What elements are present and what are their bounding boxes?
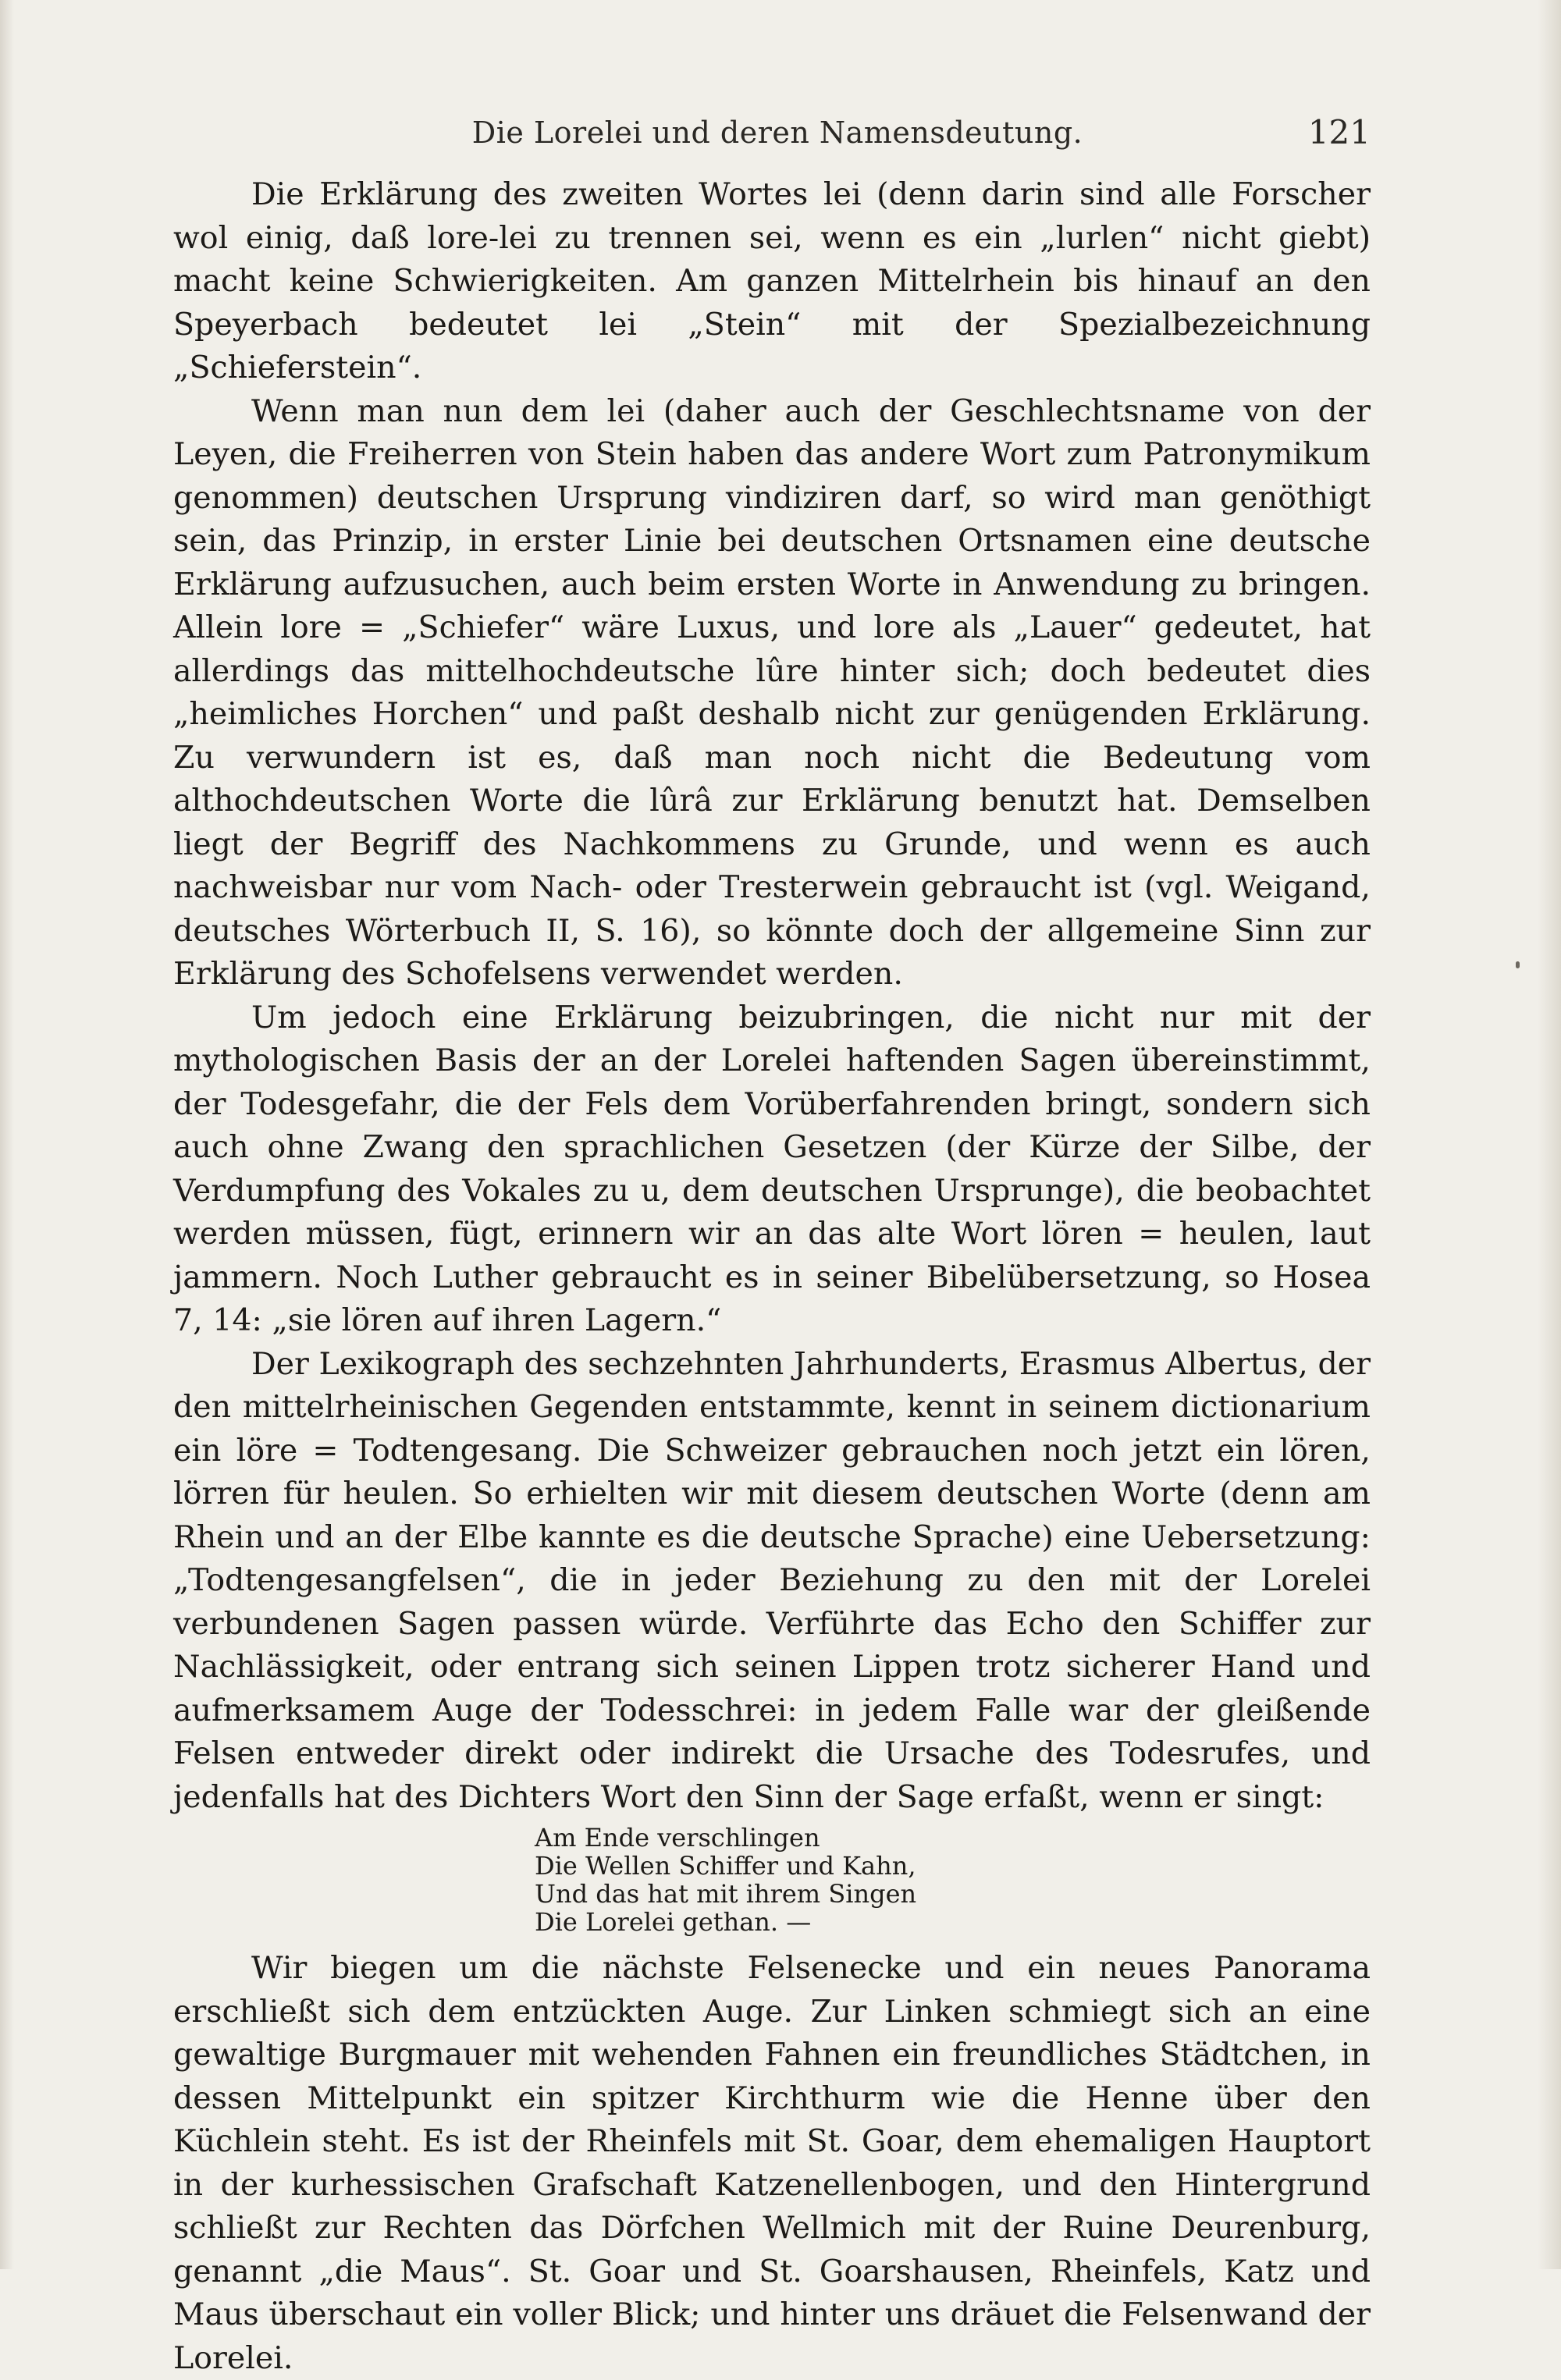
body-text <box>173 173 1371 2380</box>
paragraph-5: Wir biegen um die nächste Felsenecke und ein neues Panorama erschließt sich dem entzückten Auge. Zur Linken schmiegt sich an eine gewaltige Burgmauer mit wehenden Fahnen ein freundliches Städtchen, in dessen Mittelpunkt ein spitzer Kirchthurm wie die Henne über den Küchlein steht. Es ist der Rheinfels mit St. Goar, dem ehemaligen Hauptort in der kurhessischen Grafschaft Katzenellenbogen, und den Hintergrund schließt zur Rechten das Dörfchen Wellmich mit der Ruine Deurenburg, genannt „die Maus“. St. Goar und St. Goarshausen, Rheinfels, Katz und Maus überschaut ein voller Blick; und hinter uns dräuet die Felsenwand der Lorelei. <box>173 1950 1371 2376</box>
paragraph-3: Um jedoch eine Erklärung beizubringen, die nicht nur mit der mythologischen Basis der an der Lorelei haftenden Sagen übereinstimmt, der Todesgefahr, die der Fels dem Vorüberfahrenden bringt, sondern sich auch ohne Zwang den sprachlichen Gesetzen (der Kürze der Silbe, der Verdumpfung des Vokales zu u, dem deutschen Ursprunge), die beobachtet werden müssen, fügt, erinnern wir an das alte Wort lören = heulen, laut jammern. Noch Luther gebraucht es in seiner Bibelübersetzung, so Hosea 7, 14: „sie lören auf ihren Lagern.“ <box>173 999 1371 1338</box>
running-title: Die Lorelei und deren Namensdeutung. <box>471 115 1083 150</box>
page-shadow-right <box>1538 0 1561 2269</box>
running-head <box>184 109 1371 156</box>
paragraph-4: Der Lexikograph des sechzehnten Jahrhunderts, Erasmus Albertus, der den mittelrheinischen Gegenden entstammte, kennt in seinem dictionarium ein löre = Todtengesang. Die Schweizer gebrauchen noch jetzt ein lören, lörren für heulen. So erhielten wir mit diesem deutschen Worte (denn am Rhein und an der Elbe kannte es die deutsche Sprache) eine Uebersetzung: „Todtengesangfelsen“, die in jeder Beziehung zu den mit der Lorelei verbundenen Sagen passen würde. Verführte das Echo den Schiffer zur Nachlässigkeit, oder entrang sich seinen Lippen trotz sicherer Hand und aufmerksamem Auge der Todesschrei: in jedem Falle war der gleißende Felsen entweder direkt oder indirekt die Ursache des Todesrufes, und jedenfalls hat des Dichters Wort den Sinn der Sage erfaßt, wenn er singt: <box>173 1345 1371 1815</box>
paragraph-1: Die Erklärung des zweiten Wortes lei (denn darin sind alle Forscher wol einig, daß lore-lei zu trennen sei, wenn es ein „lurlen“ nicht giebt) macht keine Schwierigkeiten. Am ganzen Mittelrhein bis hinauf an den Speyerbach bedeutet lei „Stein“ mit der Spezialbezeichnung „Schieferstein“. <box>173 176 1371 385</box>
verse-line-2: Die Wellen Schiffer und Kahn, <box>535 1851 916 1881</box>
paragraph-2: Wenn man nun dem lei (daher auch der Geschlechtsname von der Leyen, die Freiherren von Stein haben das andere Wort zum Patronymikum genommen) deutschen Ursprung vindiziren darf, so wird man genöthigt sein, das Prinzip, in erster Linie bei deutschen Ortsnamen eine deutsche Erklärung aufzusuchen, auch beim ersten Worte in Anwendung zu bringen. Allein lore = „Schiefer“ wäre Luxus, und lore als „Lauer“ gedeutet, hat allerdings das mittelhochdeutsche lûre hinter sich; doch bedeutet dies „heimliches Horchen“ und paßt deshalb nicht zur genügenden Erklärung. Zu verwundern ist es, daß man noch nicht die Bedeutung vom althochdeutschen Worte die lûrâ zur Erklärung benutzt hat. Demselben liegt der Begriff des Nachkommens zu Grunde, und wenn es auch nachweisbar nur vom Nach- oder Tresterwein gebraucht ist (vgl. Weigand, deutsches Wörterbuch II, S. 16), so könnte doch der allgemeine Sinn zur Erklärung des Schofelsens verwendet werden. <box>173 393 1371 992</box>
verse-line-1: Am Ende verschlingen <box>535 1823 820 1852</box>
verse-quote <box>535 1824 1371 1936</box>
verse-line-3: Und das hat mit ihrem Singen <box>535 1879 917 1909</box>
page-shadow-left <box>0 0 14 2269</box>
ink-speck <box>1516 961 1520 968</box>
verse-line-4: Die Lorelei gethan. — <box>535 1907 812 1937</box>
page-number: 121 <box>1307 113 1371 151</box>
